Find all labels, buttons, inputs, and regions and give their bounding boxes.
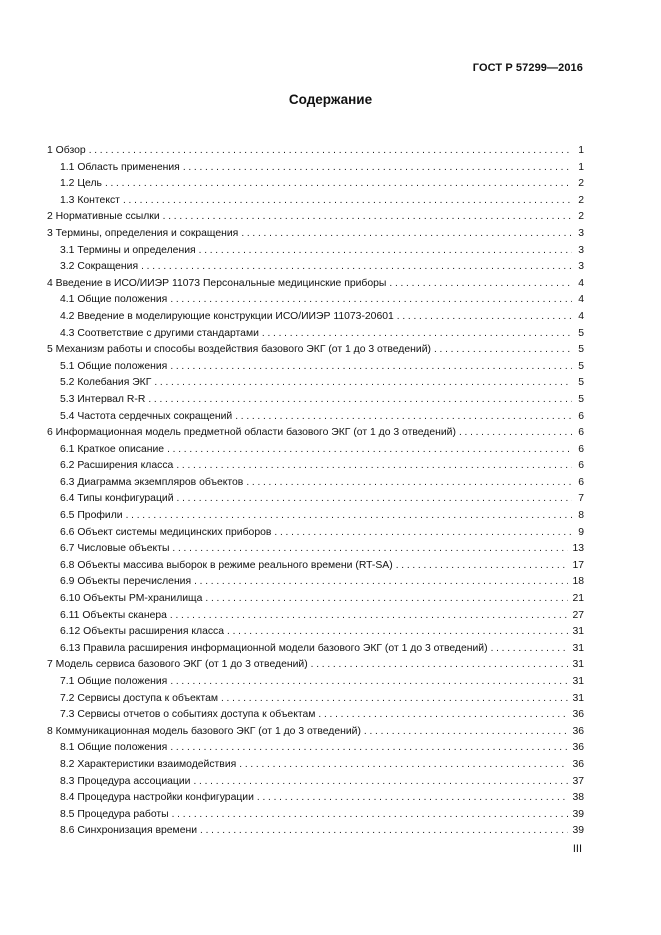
toc-entry[interactable] <box>47 641 584 658</box>
toc-entry-title: 6.6 Объект системы медицинских приборов <box>60 526 272 538</box>
toc-entry[interactable] <box>47 375 584 392</box>
toc-entry-page: 39 <box>572 825 584 837</box>
dot-leader <box>126 508 572 525</box>
toc-entry[interactable] <box>47 276 584 293</box>
toc-entry-page: 31 <box>572 692 584 704</box>
dot-leader <box>318 707 568 724</box>
dot-leader <box>105 176 572 193</box>
table-of-contents <box>47 143 584 840</box>
dot-leader <box>172 541 568 558</box>
toc-entry[interactable] <box>47 724 584 741</box>
toc-entry-page: 7 <box>578 493 584 505</box>
toc-entry[interactable] <box>47 508 584 525</box>
dot-leader <box>227 624 568 641</box>
dot-leader <box>235 409 572 426</box>
toc-entry[interactable] <box>47 475 584 492</box>
toc-entry-title: 6.1 Краткое описание <box>60 443 165 455</box>
toc-entry-title: 5.2 Колебания ЭКГ <box>60 377 152 389</box>
toc-entry-page: 6 <box>578 443 584 455</box>
toc-entry[interactable] <box>47 591 584 608</box>
toc-entry[interactable] <box>47 807 584 824</box>
toc-entry-page: 3 <box>578 261 584 273</box>
toc-entry-title: 8.2 Характеристики взаимодействия <box>60 758 237 770</box>
toc-entry-title: 4.3 Соответствие с другими стандартами <box>60 327 259 339</box>
toc-entry-page: 5 <box>578 344 584 356</box>
dot-leader <box>177 491 572 508</box>
toc-entry-title: 4.1 Общие положения <box>60 294 168 306</box>
toc-entry-page: 6 <box>578 410 584 422</box>
toc-entry[interactable] <box>47 491 584 508</box>
dot-leader <box>176 458 572 475</box>
toc-entry-page: 31 <box>572 676 584 687</box>
toc-entry-page: 17 <box>572 559 584 571</box>
toc-entry[interactable] <box>47 774 584 791</box>
toc-entry[interactable] <box>47 823 584 840</box>
dot-leader <box>262 326 572 343</box>
toc-entry-page: 36 <box>572 725 584 737</box>
toc-entry-page: 5 <box>578 327 584 339</box>
dot-leader <box>154 375 572 392</box>
dot-leader <box>311 657 569 674</box>
document-id: ГОСТ Р 57299—2016 <box>472 62 583 74</box>
toc-entry-title: 6.3 Диаграмма экземпляров объектов <box>60 476 244 488</box>
toc-entry-title: 7 Модель сервиса базового ЭКГ (от 1 до 3 отведений) <box>47 659 308 671</box>
toc-entry-page: 5 <box>578 360 584 372</box>
toc-entry-title: 5 Механизм работы и способы воздействия базового ЭКГ (от 1 до 3 отведений) <box>47 344 431 356</box>
dot-leader <box>397 309 572 326</box>
dot-leader <box>221 691 568 708</box>
toc-entry-page: 3 <box>578 244 584 256</box>
page-title: Содержание <box>288 92 373 107</box>
toc-entry[interactable] <box>47 541 584 558</box>
toc-entry-title: 1.1 Область применения <box>60 161 180 173</box>
dot-leader <box>459 425 572 442</box>
toc-entry-title: 4.2 Введение в моделирующие конструкции ИСО/ИИЭР 11073-20601 <box>60 310 394 322</box>
toc-entry-page: 2 <box>578 194 584 206</box>
toc-entry-title: 6.8 Объекты массива выборок в режиме реального времени (RT-SA) <box>60 559 393 571</box>
dot-leader <box>172 807 569 824</box>
dot-leader <box>389 276 572 293</box>
dot-leader <box>194 574 568 591</box>
toc-entry[interactable] <box>47 342 584 359</box>
toc-entry-title: 5.1 Общие положения <box>60 360 168 372</box>
toc-entry-page: 5 <box>578 377 584 389</box>
toc-entry-title: 3 Термины, определения и сокращения <box>47 227 239 239</box>
dot-leader <box>205 591 568 608</box>
toc-entry[interactable] <box>47 226 584 243</box>
page-number: III <box>572 843 582 855</box>
dot-leader <box>170 359 572 376</box>
dot-leader <box>183 160 572 177</box>
toc-entry-page: 8 <box>578 510 584 522</box>
toc-entry-title: 6.4 Типы конфигураций <box>60 493 174 505</box>
toc-entry-title: 3.1 Термины и определения <box>60 244 196 256</box>
dot-leader <box>89 143 572 160</box>
toc-entry-page: 36 <box>572 742 584 754</box>
toc-entry-page: 13 <box>572 543 584 555</box>
toc-entry-title: 6.7 Числовые объекты <box>60 543 170 555</box>
dot-leader <box>170 740 568 757</box>
toc-entry-page: 18 <box>572 576 584 588</box>
toc-entry-title: 8.1 Общие положения <box>60 742 168 754</box>
toc-entry[interactable] <box>47 160 584 177</box>
toc-entry-page: 9 <box>578 526 584 538</box>
toc-entry-page: 6 <box>578 427 584 439</box>
toc-entry[interactable] <box>47 458 584 475</box>
toc-entry-page: 4 <box>578 310 584 322</box>
toc-entry-page: 4 <box>578 277 584 289</box>
toc-entry[interactable] <box>47 209 584 226</box>
toc-entry-title: 6.2 Расширения класса <box>60 460 174 472</box>
toc-entry-title: 2 Нормативные ссылки <box>47 211 160 223</box>
toc-entry[interactable] <box>47 176 584 193</box>
toc-entry-title: 8.6 Синхронизация времени <box>60 825 198 837</box>
toc-entry-page: 21 <box>572 593 584 605</box>
toc-entry[interactable] <box>47 259 584 276</box>
toc-entry-title: 3.2 Сокращения <box>60 261 139 273</box>
dot-leader <box>194 774 569 791</box>
dot-leader <box>148 392 572 409</box>
dot-leader <box>246 475 572 492</box>
toc-entry-title: 5.4 Частота сердечных сокращений <box>60 410 233 422</box>
toc-entry[interactable] <box>47 409 584 426</box>
toc-entry[interactable] <box>47 442 584 459</box>
toc-entry-title: 6.9 Объекты перечисления <box>60 576 192 588</box>
toc-entry-title: 1.2 Цель <box>60 178 102 190</box>
toc-entry-title: 8.5 Процедура работы <box>60 808 169 820</box>
dot-leader <box>167 442 572 459</box>
toc-entry-page: 4 <box>578 294 584 306</box>
toc-entry[interactable] <box>47 757 584 774</box>
toc-entry-page: 5 <box>578 393 584 405</box>
toc-entry-page: 2 <box>578 211 584 223</box>
toc-entry[interactable] <box>47 790 584 807</box>
toc-entry-page: 3 <box>578 227 584 239</box>
toc-entry-title: 8.3 Процедура ассоциации <box>60 775 191 787</box>
toc-entry-page: 39 <box>572 808 584 820</box>
toc-entry-page: 1 <box>578 145 584 156</box>
toc-entry[interactable] <box>47 624 584 641</box>
toc-entry[interactable] <box>47 657 584 674</box>
toc-entry[interactable] <box>47 292 584 309</box>
toc-entry-title: 1 Обзор <box>47 145 86 156</box>
dot-leader <box>123 193 572 210</box>
dot-leader <box>170 674 568 691</box>
toc-entry-page: 27 <box>572 609 584 621</box>
dot-leader <box>241 226 572 243</box>
dot-leader <box>239 757 568 774</box>
dot-leader <box>163 209 572 226</box>
toc-entry[interactable] <box>47 691 584 708</box>
toc-entry-title: 7.1 Общие положения <box>60 676 168 687</box>
dot-leader <box>396 558 569 575</box>
toc-entry[interactable] <box>47 309 584 326</box>
toc-entry-title: 6.12 Объекты расширения класса <box>60 626 225 638</box>
dot-leader <box>257 790 569 807</box>
toc-entry-page: 36 <box>572 758 584 770</box>
dot-leader <box>434 342 572 359</box>
toc-entry-title: 6.5 Профили <box>60 510 123 522</box>
toc-entry[interactable] <box>47 525 584 542</box>
toc-entry-page: 36 <box>572 709 584 721</box>
toc-entry-page: 38 <box>572 792 584 804</box>
dot-leader <box>141 259 572 276</box>
toc-entry[interactable] <box>47 707 584 724</box>
toc-entry[interactable] <box>47 425 584 442</box>
toc-entry[interactable] <box>47 740 584 757</box>
toc-entry-title: 6.13 Правила расширения информационной модели базового ЭКГ (от 1 до 3 отведений) <box>60 642 488 654</box>
toc-entry-page: 37 <box>572 775 584 787</box>
toc-entry[interactable] <box>47 574 584 591</box>
toc-entry-page: 31 <box>572 642 584 654</box>
toc-entry[interactable] <box>47 674 584 691</box>
toc-entry[interactable] <box>47 392 584 409</box>
toc-entry[interactable] <box>47 243 584 260</box>
dot-leader <box>274 525 572 542</box>
toc-entry-page: 6 <box>578 460 584 472</box>
dot-leader <box>200 823 568 840</box>
toc-entry[interactable] <box>47 359 584 376</box>
dot-leader <box>199 243 572 260</box>
dot-leader <box>170 292 572 309</box>
dot-leader <box>491 641 569 658</box>
dot-leader <box>170 608 569 625</box>
toc-entry[interactable] <box>47 608 584 625</box>
toc-entry[interactable] <box>47 143 584 160</box>
toc-entry-page: 31 <box>572 626 584 638</box>
dot-leader <box>364 724 569 741</box>
toc-entry-page: 31 <box>572 659 584 671</box>
toc-entry-page: 2 <box>578 178 584 190</box>
toc-entry-title: 8.4 Процедура настройки конфигурации <box>60 792 254 804</box>
toc-entry-title: 6.11 Объекты сканера <box>60 609 167 621</box>
toc-entry-title: 8 Коммуникационная модель базового ЭКГ (от 1 до 3 отведений) <box>47 725 361 737</box>
toc-entry[interactable] <box>47 558 584 575</box>
toc-entry-page: 1 <box>578 161 584 173</box>
toc-entry-title: 7.2 Сервисы доступа к объектам <box>60 692 218 704</box>
toc-entry-title: 5.3 Интервал R-R <box>60 393 146 405</box>
toc-entry-title: 6 Информационная модель предметной области базового ЭКГ (от 1 до 3 отведений) <box>47 427 456 439</box>
toc-entry-page: 6 <box>578 476 584 488</box>
toc-entry-title: 4 Введение в ИСО/ИИЭР 11073 Персональные медицинские приборы <box>47 277 387 289</box>
toc-entry-title: 7.3 Сервисы отчетов о событиях доступа к объектам <box>60 709 316 721</box>
toc-entry[interactable] <box>47 326 584 343</box>
toc-entry-title: 6.10 Объекты PM-хранилища <box>60 593 203 605</box>
toc-entry[interactable] <box>47 193 584 210</box>
toc-entry-title: 1.3 Контекст <box>60 194 120 206</box>
